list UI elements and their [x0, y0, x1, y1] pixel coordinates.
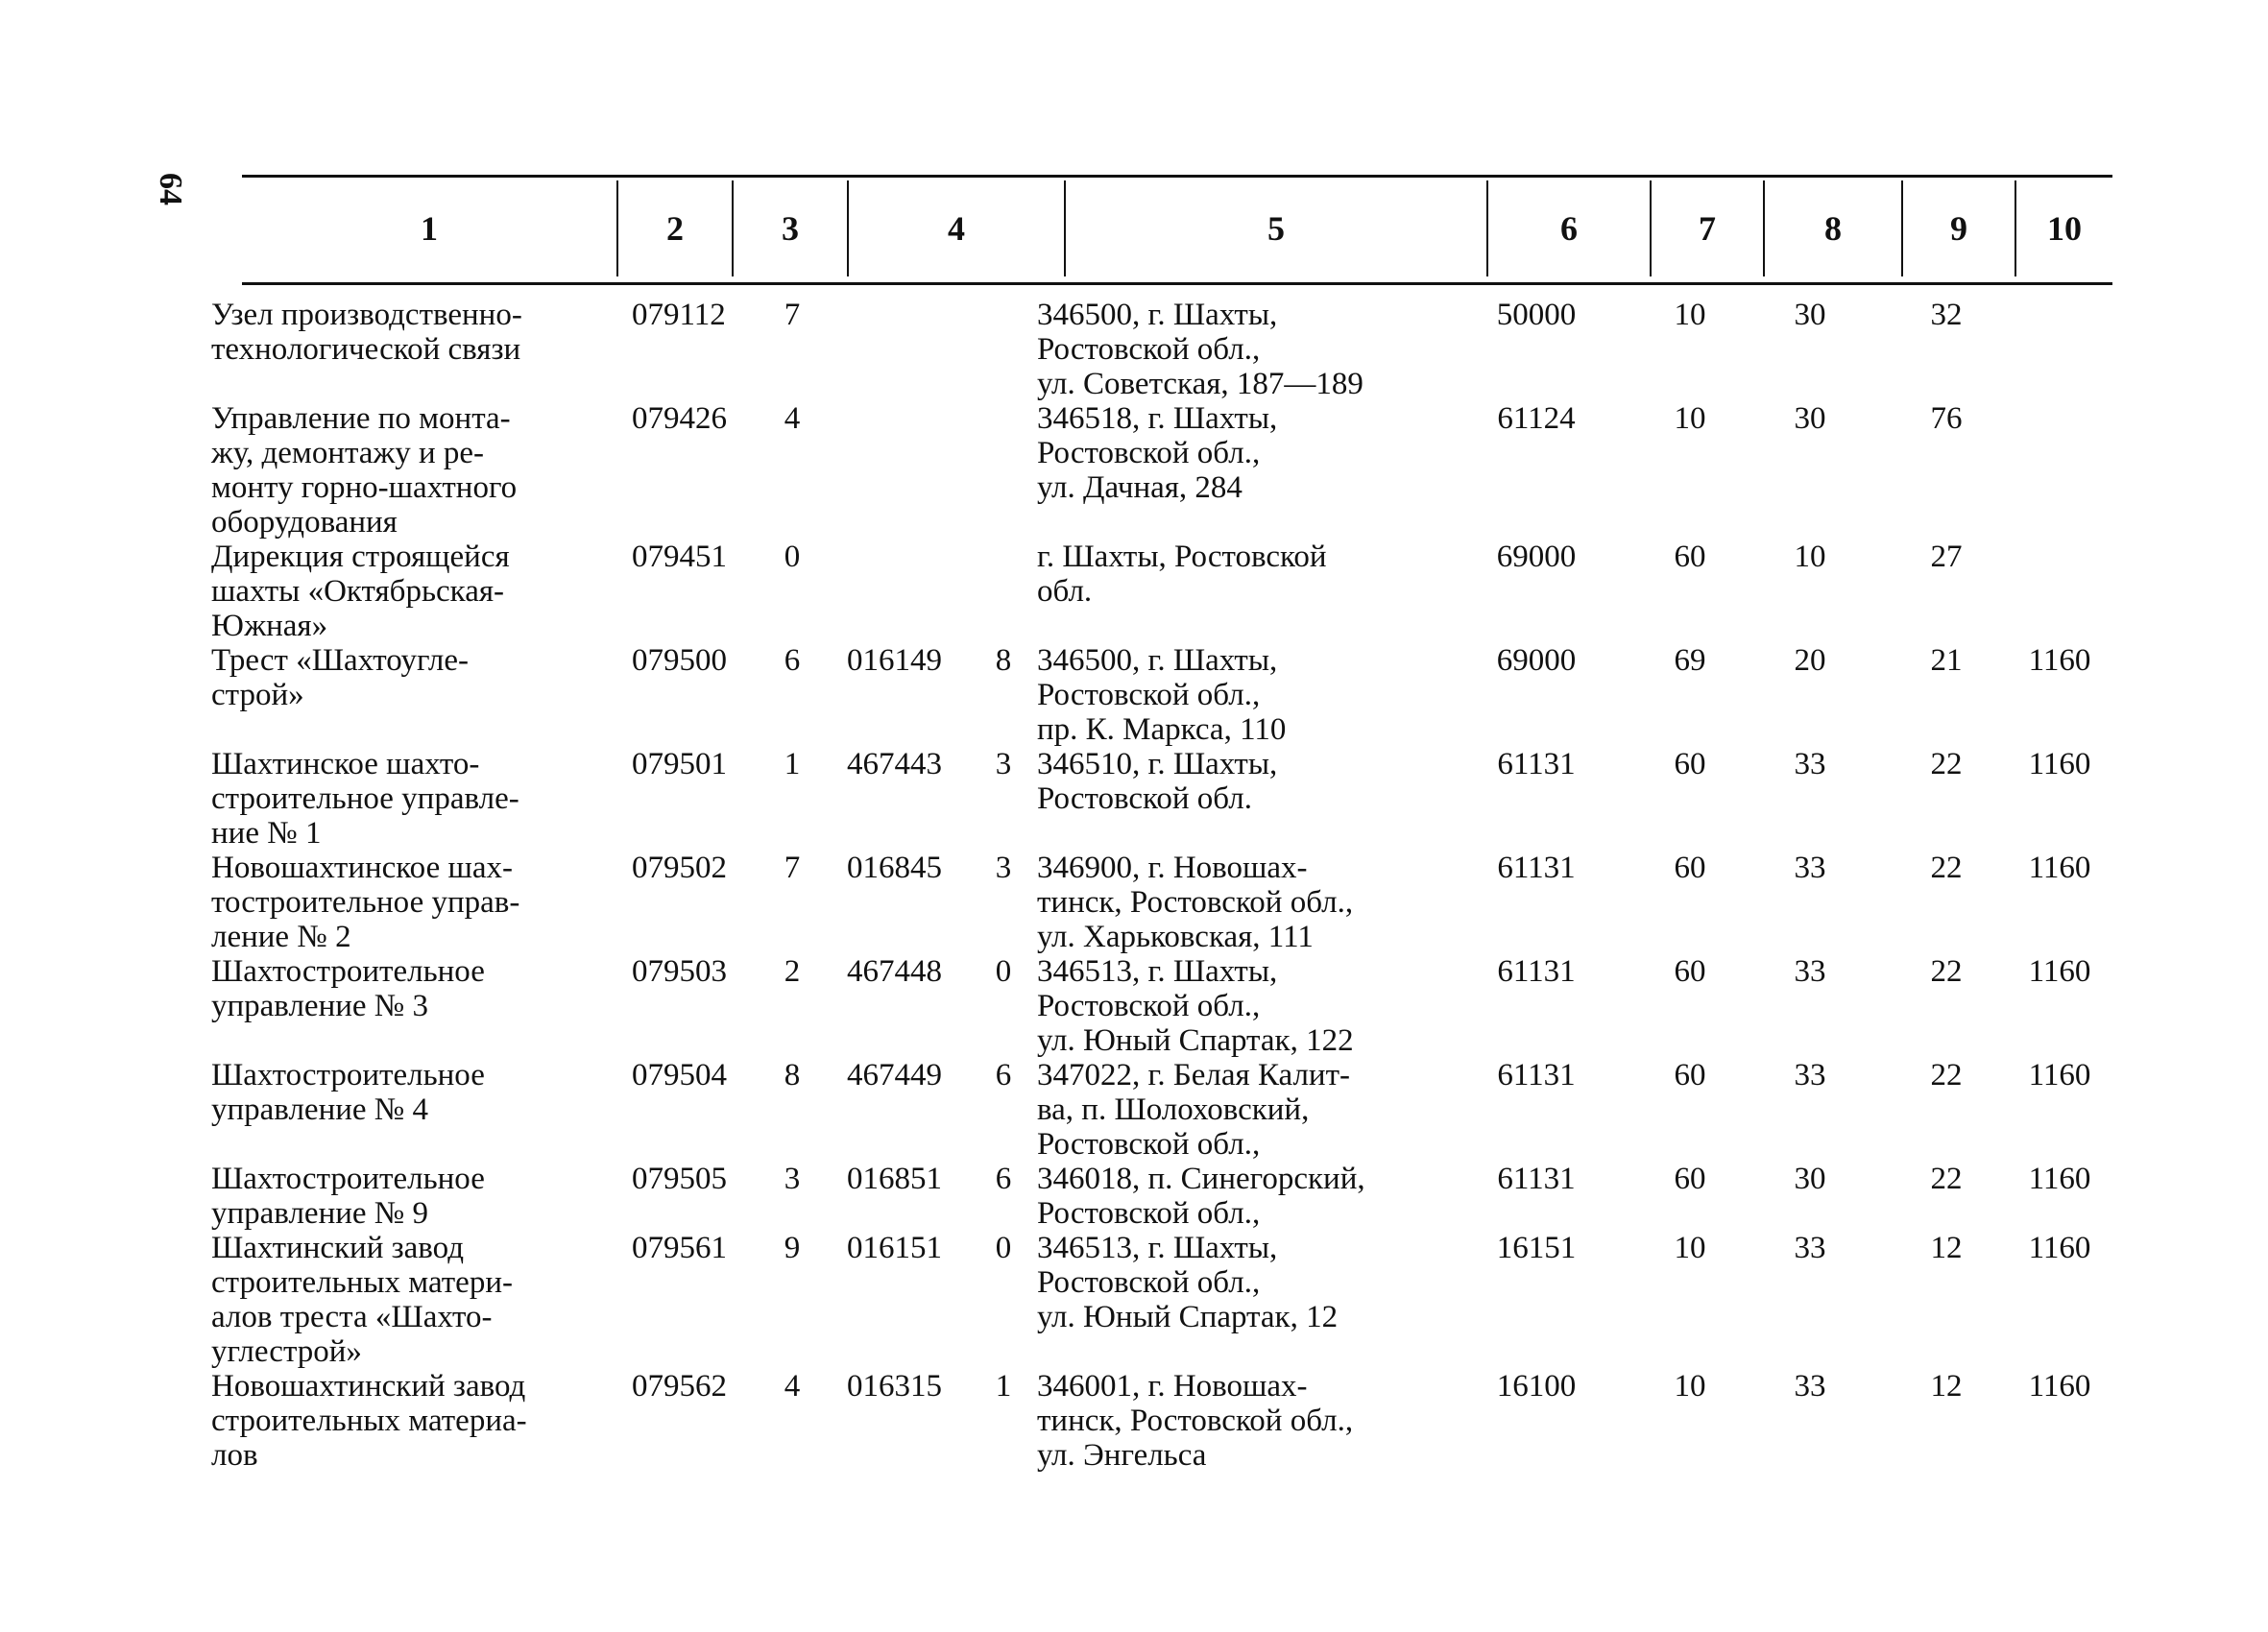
row-col-6: 61131 — [1497, 747, 1576, 781]
row-col-7: 10 — [1674, 1369, 1706, 1404]
row-col-6: 16151 — [1496, 1231, 1577, 1265]
row-address: 346900, г. Новошах- тинск, Ростовской обл., ул. Харьковская, 111 — [1037, 851, 1354, 954]
page-number: 64 — [153, 173, 188, 205]
row-name: Шахтинское шахто- строительное управле- ние № 1 — [211, 747, 519, 851]
row-check-digit: 8 — [784, 1058, 801, 1092]
header-col-6: 6 — [1560, 209, 1578, 248]
row-name: Трест «Шахтоугле- строй» — [211, 643, 469, 712]
row-col-8: 33 — [1794, 747, 1826, 781]
row-address: 346513, г. Шахты, Ростовской обл., ул. Юный Спартак, 12 — [1037, 1231, 1339, 1334]
header-col-8: 8 — [1824, 209, 1842, 248]
row-col-10: 1160 — [2028, 1162, 2091, 1196]
row-col-6: 61131 — [1497, 1058, 1576, 1092]
row-code-secondary: 467449 — [847, 1058, 942, 1092]
row-check-digit: 4 — [784, 401, 801, 436]
row-code-secondary-check: 6 — [995, 1058, 1012, 1092]
row-code-secondary: 016315 — [847, 1369, 942, 1404]
row-col-9: 22 — [1930, 747, 1963, 781]
row-address: 346018, п. Синегорский, Ростовской обл., — [1037, 1162, 1365, 1231]
row-code-secondary-check: 3 — [995, 851, 1012, 885]
row-col-7: 60 — [1674, 1162, 1706, 1196]
row-code: 079426 — [632, 401, 727, 436]
row-col-7: 60 — [1674, 851, 1706, 885]
header-col-10: 10 — [2047, 209, 2082, 248]
row-col-9: 32 — [1930, 298, 1963, 332]
row-col-8: 10 — [1794, 540, 1826, 574]
row-col-7: 60 — [1674, 954, 1706, 989]
row-name: Шахтостроительное управление № 4 — [211, 1058, 485, 1127]
row-code-secondary-check: 0 — [995, 954, 1012, 989]
row-col-7: 60 — [1674, 540, 1706, 574]
row-code-secondary-check: 3 — [995, 747, 1012, 781]
row-name: Управление по монта- жу, демонтажу и ре- монту горно-шахтного оборудования — [211, 401, 518, 540]
row-code: 079562 — [632, 1369, 727, 1404]
row-col-6: 61131 — [1497, 954, 1576, 989]
row-check-digit: 3 — [784, 1162, 801, 1196]
row-check-digit: 4 — [784, 1369, 801, 1404]
row-code-secondary-check: 8 — [995, 643, 1012, 678]
row-name: Шахтостроительное управление № 3 — [211, 954, 485, 1023]
row-address: 346518, г. Шахты, Ростовской обл., ул. Дачная, 284 — [1037, 401, 1278, 505]
row-col-6: 16100 — [1496, 1369, 1577, 1404]
row-code-secondary: 016151 — [847, 1231, 942, 1265]
row-col-8: 20 — [1794, 643, 1826, 678]
row-col-9: 76 — [1930, 401, 1963, 436]
header-col-7: 7 — [1699, 209, 1716, 248]
row-code: 079500 — [632, 643, 727, 678]
row-col-7: 60 — [1674, 1058, 1706, 1092]
row-col-10: 1160 — [2028, 851, 2091, 885]
row-name: Шахтинский завод строительных матери- алов треста «Шахто- углестрой» — [211, 1231, 513, 1369]
header-col-2: 2 — [666, 209, 684, 248]
row-code-secondary: 467443 — [847, 747, 942, 781]
row-col-9: 22 — [1930, 954, 1963, 989]
row-code: 079561 — [632, 1231, 727, 1265]
row-col-10: 1160 — [2028, 954, 2091, 989]
row-col-10: 1160 — [2028, 747, 2091, 781]
row-col-9: 12 — [1930, 1231, 1963, 1265]
row-col-8: 33 — [1794, 851, 1826, 885]
row-col-7: 60 — [1674, 747, 1706, 781]
row-code-secondary: 016851 — [847, 1162, 942, 1196]
row-col-8: 30 — [1794, 1162, 1826, 1196]
row-address: 346001, г. Новошах- тинск, Ростовской обл., ул. Энгельса — [1037, 1369, 1354, 1473]
row-col-9: 22 — [1930, 851, 1963, 885]
row-col-8: 30 — [1794, 298, 1826, 332]
row-code: 079451 — [632, 540, 727, 574]
row-address: 346500, г. Шахты, Ростовской обл., пр. К. Маркса, 110 — [1037, 643, 1287, 747]
row-col-9: 21 — [1930, 643, 1963, 678]
row-code-secondary: 016149 — [847, 643, 942, 678]
header-col-1: 1 — [421, 209, 438, 248]
row-check-digit: 1 — [784, 747, 801, 781]
row-code-secondary: 467448 — [847, 954, 942, 989]
row-code: 079501 — [632, 747, 727, 781]
row-check-digit: 9 — [784, 1231, 801, 1265]
row-name: Новошахтинский завод строительных материа- лов — [211, 1369, 527, 1473]
row-col-6: 50000 — [1496, 298, 1577, 332]
row-address: г. Шахты, Ростовской обл. — [1037, 540, 1327, 609]
row-col-9: 22 — [1930, 1058, 1963, 1092]
row-col-7: 69 — [1674, 643, 1706, 678]
header-col-3: 3 — [782, 209, 799, 248]
header-col-4: 4 — [948, 209, 965, 248]
row-check-digit: 6 — [784, 643, 801, 678]
row-address: 346500, г. Шахты, Ростовской обл., ул. Советская, 187—189 — [1037, 298, 1363, 401]
row-col-10: 1160 — [2028, 643, 2091, 678]
row-col-7: 10 — [1674, 298, 1706, 332]
row-col-9: 12 — [1930, 1369, 1963, 1404]
row-name: Дирекция строящейся шахты «Октябрьская- Южная» — [211, 540, 510, 643]
row-address: 346513, г. Шахты, Ростовской обл., ул. Юный Спартак, 122 — [1037, 954, 1354, 1058]
row-col-9: 22 — [1930, 1162, 1963, 1196]
row-code-secondary-check: 6 — [995, 1162, 1012, 1196]
row-col-6: 69000 — [1496, 540, 1577, 574]
row-col-6: 61124 — [1497, 401, 1576, 436]
row-col-7: 10 — [1674, 1231, 1706, 1265]
row-col-8: 33 — [1794, 1058, 1826, 1092]
row-code-secondary: 016845 — [847, 851, 942, 885]
table-header-rule — [242, 282, 2112, 285]
row-check-digit: 7 — [784, 851, 801, 885]
row-check-digit: 7 — [784, 298, 801, 332]
row-col-10: 1160 — [2028, 1058, 2091, 1092]
row-name: Узел производственно- технологической связи — [211, 298, 522, 367]
row-code: 079502 — [632, 851, 727, 885]
row-check-digit: 2 — [784, 954, 801, 989]
row-col-6: 69000 — [1496, 643, 1577, 678]
row-col-8: 30 — [1794, 401, 1826, 436]
row-col-6: 61131 — [1497, 1162, 1576, 1196]
row-col-7: 10 — [1674, 401, 1706, 436]
row-code-secondary-check: 1 — [995, 1369, 1012, 1404]
row-col-9: 27 — [1930, 540, 1963, 574]
row-name: Шахтостроительное управление № 9 — [211, 1162, 485, 1231]
row-col-8: 33 — [1794, 1369, 1826, 1404]
row-col-10: 1160 — [2028, 1231, 2091, 1265]
row-code-secondary-check: 0 — [995, 1231, 1012, 1265]
row-code: 079112 — [632, 298, 726, 332]
row-address: 346510, г. Шахты, Ростовской обл. — [1037, 747, 1278, 816]
row-col-6: 61131 — [1497, 851, 1576, 885]
row-address: 347022, г. Белая Калит- ва, п. Шолоховский, Ростовской обл., — [1037, 1058, 1351, 1162]
row-code: 079504 — [632, 1058, 727, 1092]
row-col-8: 33 — [1794, 954, 1826, 989]
row-col-8: 33 — [1794, 1231, 1826, 1265]
row-name: Новошахтинское шах- тостроительное управ- ление № 2 — [211, 851, 520, 954]
row-check-digit: 0 — [784, 540, 801, 574]
header-col-5: 5 — [1267, 209, 1285, 248]
row-code: 079503 — [632, 954, 727, 989]
row-col-10: 1160 — [2028, 1369, 2091, 1404]
row-code: 079505 — [632, 1162, 727, 1196]
header-col-9: 9 — [1950, 209, 1967, 248]
